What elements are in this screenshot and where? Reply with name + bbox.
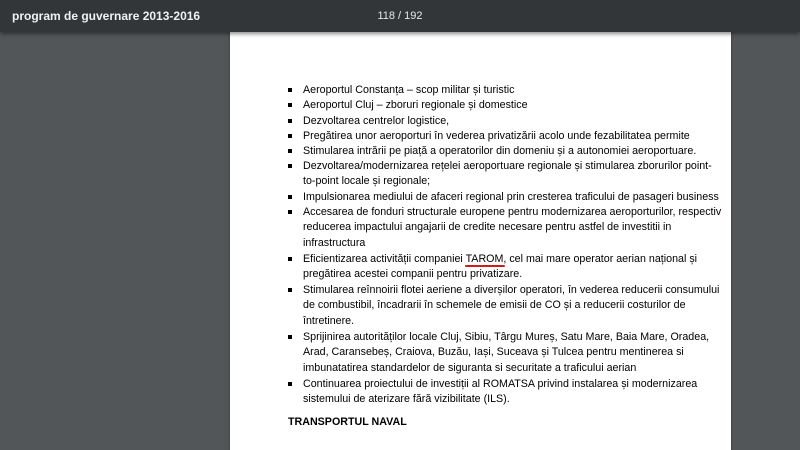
list-item-line: to-point locale și regionale; bbox=[303, 175, 431, 188]
list-item-line: Sprijinirea autorităților locale Cluj, Sibiu, Târgu Mureș, Satu Mare, Baia Mare, Oradea, bbox=[303, 331, 710, 343]
list-item-line: imbunatatirea standardelor de siguranta si securitate a traficului aerian bbox=[303, 361, 637, 374]
list-item-line: Stimularea reînnoirii flotei aeriene a diverșilor operatori, în vederea reducerii consumului bbox=[303, 284, 720, 296]
list-item-line: întretinere. bbox=[303, 314, 355, 327]
list-item-line: Aeroportul Constanța – scop militar și turistic bbox=[303, 84, 515, 96]
bullet-icon bbox=[288, 288, 292, 292]
list-item-line: Eficientizarea activității companiei TAROM, cel mai mare operator aerian național și bbox=[303, 253, 698, 265]
list-item-line: Arad, Caransebeș, Craiova, Buzău, Iași, Suceava și Tulcea pentru mentinerea si bbox=[303, 346, 684, 359]
list-item-line: Pregătirea unor aeroporturi în vederea privatizării acolo unde fezabilitatea permite bbox=[303, 130, 690, 142]
bullet-icon bbox=[288, 134, 292, 138]
bullet-icon bbox=[288, 335, 292, 339]
bullet-icon bbox=[288, 164, 292, 168]
bullet-icon bbox=[288, 88, 292, 92]
bullet-icon bbox=[288, 103, 292, 107]
list-item-line: infrastructura bbox=[303, 236, 366, 249]
list-item-line: Impulsionarea mediului de afaceri regional prin cresterea traficului de pasageri business bbox=[303, 191, 719, 203]
viewer-toolbar bbox=[0, 0, 800, 32]
page-counter[interactable]: 118 / 192 bbox=[377, 10, 423, 22]
bullet-icon bbox=[288, 210, 292, 214]
list-item-line: reducerea impactului angajarii de credite necesare pentru astfel de investitii in bbox=[303, 221, 672, 234]
list-item-line: de combustibil, încadrarii în schemele de emisii de CO și a reducerii costurilor de bbox=[303, 299, 686, 312]
document-page bbox=[230, 30, 731, 450]
bullet-icon bbox=[288, 149, 292, 153]
document-title: program de guvernare 2013-2016 bbox=[12, 9, 201, 23]
list-item-line: Continuarea proiectului de investiții al ROMATSA privind instalarea și modernizarea bbox=[303, 378, 698, 390]
list-item-line: Dezvoltarea centrelor logistice, bbox=[303, 115, 450, 127]
section-heading: TRANSPORTUL NAVAL bbox=[288, 416, 407, 428]
list-item-line: Stimularea intrării pe piață a operatorilor din domeniu și a autonomiei aeroportuare. bbox=[303, 145, 697, 157]
bullet-icon bbox=[288, 382, 292, 386]
list-item-line: Accesarea de fonduri structurale europene pentru modernizarea aeroporturilor, respectiv bbox=[303, 206, 722, 218]
list-item-line: Dezvoltarea/modernizarea rețelei aeroportuare regionale și stimularea zborurilor point- bbox=[303, 160, 712, 172]
bullet-icon bbox=[288, 257, 292, 261]
bullet-icon bbox=[288, 119, 292, 123]
list-item-line: Aeroportul Cluj – zboruri regionale și domestice bbox=[303, 99, 528, 111]
list-item-line: sistemului de aterizare fără vizibilitate (ILS). bbox=[303, 393, 510, 406]
highlighted-word: TAROM bbox=[465, 253, 504, 265]
list-item-line: pregătirea acestei companii pentru privatizare. bbox=[303, 268, 523, 281]
bullet-icon bbox=[288, 195, 292, 199]
